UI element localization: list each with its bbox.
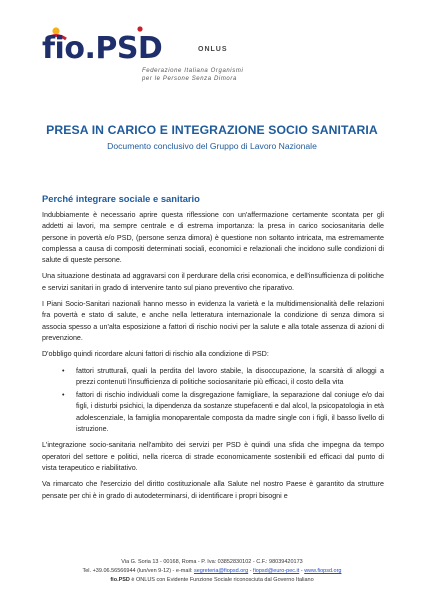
onlus-label: ONLUS — [198, 46, 228, 53]
paragraph: I Piani Socio-Sanitari nazionali hanno messo in evidenza la varietà e la multidimensionalità delle relazioni fra povertà e stato di salute, e anche nella letteratura internazionale la condizione di senza dimora si associa spesso a un'alta esposizione a fattori di rischio nocivi per la salute e alla totale assenza di azioni di prevenzione. — [42, 300, 384, 342]
bullet-icon: • — [62, 366, 65, 375]
footer-contacts-prefix: Tel. +39.06.56566944 (lun/ven 9-12) - e-mail: — [82, 568, 194, 574]
list-item-text: fattori di rischio individuali come la disgregazione famigliare, la separazione dal coniuge e/o dai figli, i disturbi psichici, la dipendenza da sostanze stupefacenti e dal alcol, la psicopatologia in età adolescenziale, la famiglia monoparentale composta da madre single con i figli, il basso livello di istruzione. — [76, 391, 384, 434]
section-heading: Perché integrare sociale e sanitario — [42, 193, 200, 204]
document-title: PRESA IN CARICO E INTEGRAZIONE SOCIO SANITARIA — [46, 123, 378, 137]
paragraph: D'obbligo quindi ricordare alcuni fattori di rischio alla condizione di PSD: — [42, 350, 269, 359]
email-link-pec[interactable]: fiopsd@euro-pec.it — [253, 568, 300, 574]
footer-separator: - — [299, 568, 305, 574]
footer-address: Via G. Soria 13 - 00168, Roma - P. Iva: 03852830102 - C.F.: 98039420173 — [121, 559, 303, 565]
paragraph: Una situazione destinata ad aggravarsi con il perdurare della crisi economica, e dell'insufficienza di politiche e servizi sanitari in grado di intervenire tanto sul piano preventivo che riparativo. — [42, 272, 384, 292]
email-link-segreteria[interactable]: segreteria@fiopsd.org — [193, 568, 249, 574]
footer-separator: - — [248, 568, 254, 574]
footer-contacts — [0, 567, 424, 576]
logo-wordmark: fio.PSD — [42, 31, 163, 66]
paragraph: L'integrazione socio-sanitaria nell'ambito dei servizi per PSD è quindi una sfida che impegna da tempo operatori del settore e politici, nella ricerca di strade economicamente sostenibili ed efficaci dal punto di vista terapeutico e riabilitativo. — [42, 441, 384, 472]
federation-line-2: per le Persone Senza Dimora — [142, 76, 237, 82]
federation-line-1: Federazione Italiana Organismi — [142, 68, 244, 74]
footer-recognition — [0, 576, 424, 585]
paragraph: Indubbiamente è necessario aprire questa riflessione con un'affermazione certamente scontata per gli addetti ai lavori, ma sempre centrale e di estrema importanza: la presa in carico sociosanitaria delle persone in povertà e/o PSD, (persone senza dimora) è questione non soltanto intricata, ma estremamente complessa a causa di compositi determinati sociali, economici e relazionali che incidono sulle condizioni di salute di queste persone. — [42, 211, 384, 265]
page-footer — [0, 558, 424, 585]
document-body — [42, 210, 384, 507]
list-item-text: fattori strutturali, quali la perdita del lavoro stabile, la disoccupazione, la scarsità di alloggi a prezzi contenuti l'insufficienza di politiche sociosanitarie più efficaci, il costo della vita — [76, 366, 384, 386]
bullet-icon: • — [62, 391, 65, 400]
document-subtitle: Documento conclusivo del Gruppo di Lavoro Nazionale — [107, 141, 317, 151]
risk-factor-list — [42, 366, 384, 436]
footer-recognition-text: è ONLUS con Evidente Funzione Sociale riconosciuta dal Governo Italiano — [129, 577, 314, 583]
list-item — [62, 390, 384, 435]
website-link[interactable]: www.fiopsd.org — [304, 568, 342, 574]
list-item — [62, 366, 384, 389]
footer-brand: fio.PSD — [110, 577, 130, 583]
paragraph: Va rimarcato che l'esercizio del diritto costituzionale alla Salute nel nostro Paese è garantito da strutture pensate per chi è in grado di autodeterminarsi, di identificare i propri bisogni e — [42, 480, 384, 500]
fiopsd-logo — [42, 26, 382, 86]
